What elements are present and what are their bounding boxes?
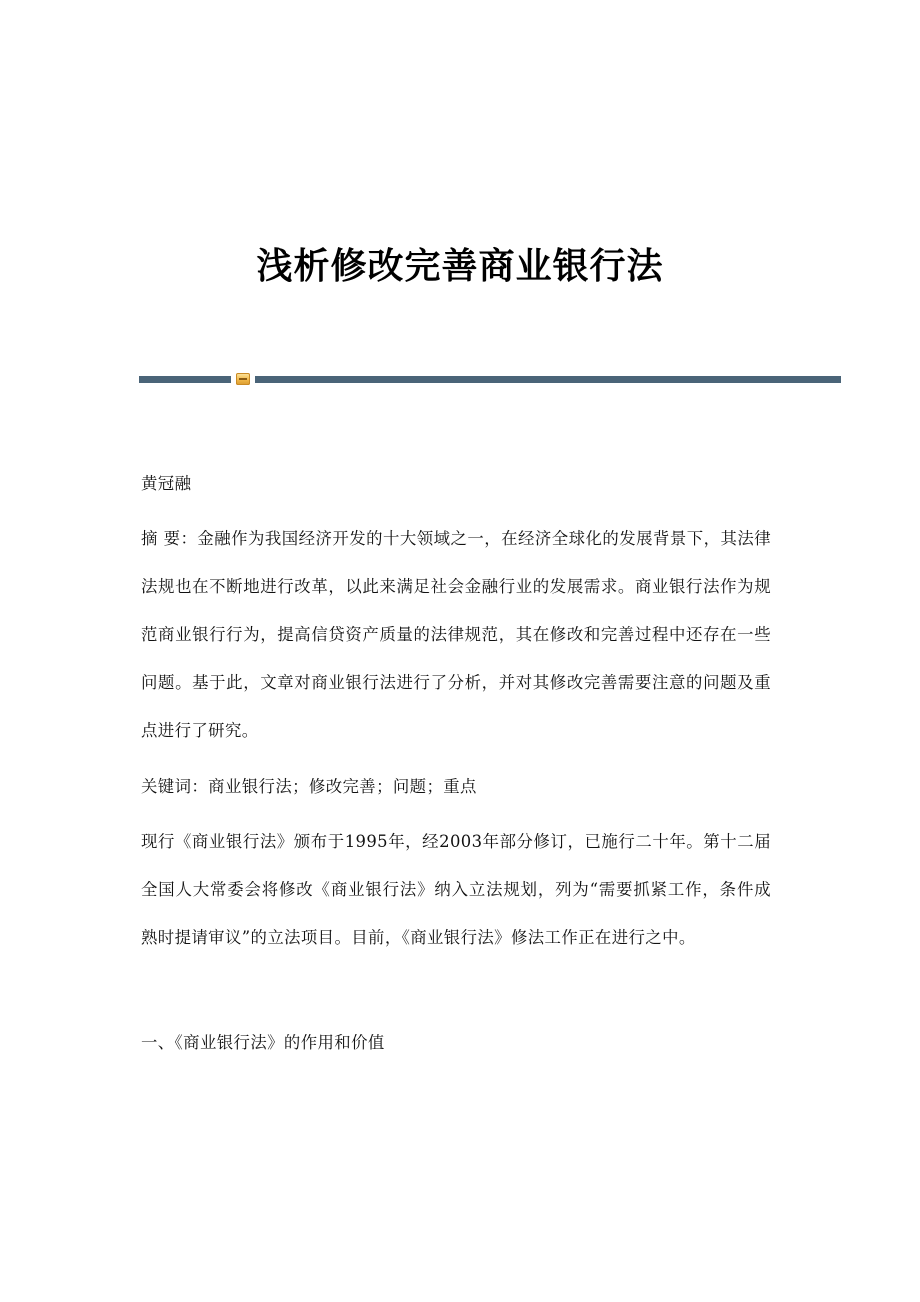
- keywords-line: 关键词：商业银行法；修改完善；问题；重点: [141, 777, 477, 796]
- divider-bar-right: [255, 376, 841, 383]
- divider-bar-left: [139, 376, 231, 383]
- intro-paragraph: 现行《商业银行法》颁布于1995年，经2003年部分修订，已施行二十年。第十二届全国人大常委会将修改《商业银行法》纳入立法规划，列为“需要抓紧工作，条件成熟时提请审议”的立法项目。目前，《商业银行法》修法工作正在进行之中。: [141, 832, 771, 947]
- divider-ornament-icon: [236, 373, 250, 385]
- document-title: 浅析修改完善商业银行法: [256, 245, 664, 288]
- title-divider: [139, 373, 841, 385]
- section-heading: 一、《商业银行法》的作用和价值: [141, 1033, 385, 1052]
- abstract-paragraph: 摘 要：金融作为我国经济开发的十大领域之一，在经济全球化的发展背景下，其法律法规也在不断地进行改革，以此来满足社会金融行业的发展需求。商业银行法作为规范商业银行行为，提高信贷资产质量的法律规范，其在修改和完善过程中还存在一些问题。基于此，文章对商业银行法进行了分析，并对其修改完善需要注意的问题及重点进行了研究。: [141, 529, 771, 740]
- author-name: 黄冠融: [141, 474, 192, 493]
